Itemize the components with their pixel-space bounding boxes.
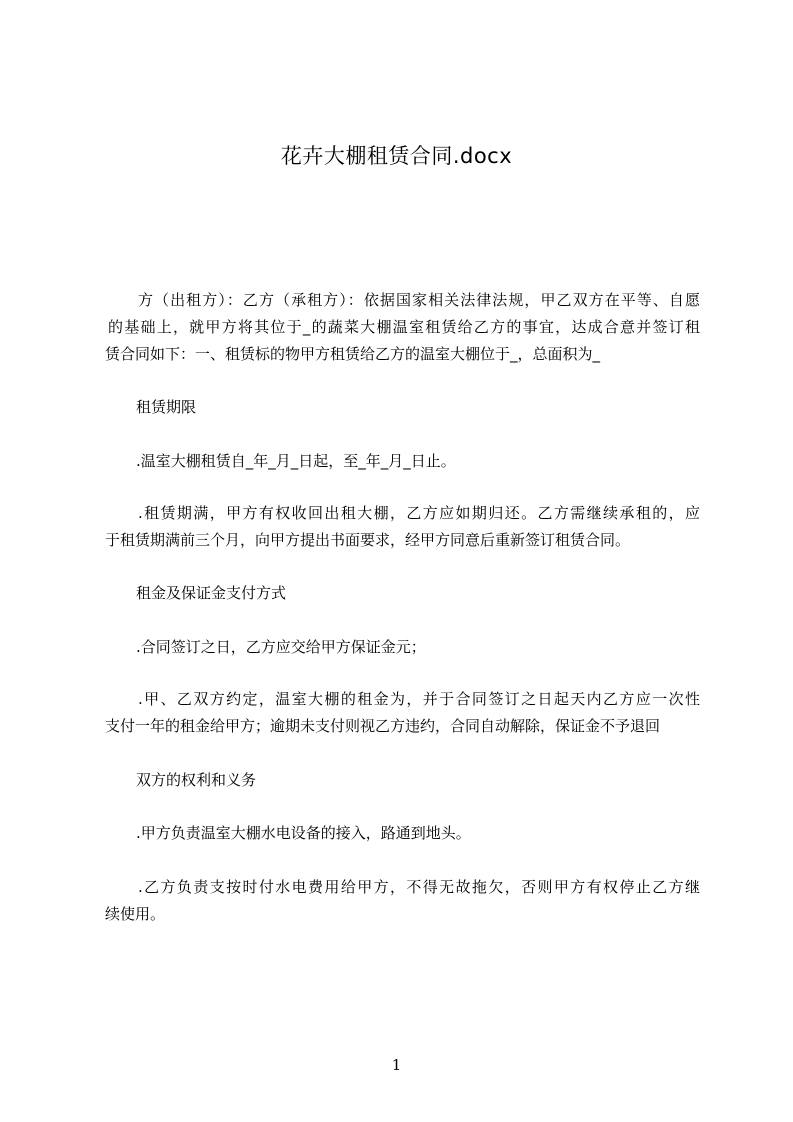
section-heading-rights-obligations	[105, 767, 700, 794]
paragraph-line: .温室大棚租赁自_年_月_日起，至_年_月_日止。	[136, 452, 456, 470]
intro-paragraph	[105, 287, 700, 368]
paragraph-line: .合同签订之日，乙方应交给甲方保证金元；	[136, 638, 426, 656]
section-heading-text: 租金及保证金支付方式	[136, 584, 287, 602]
paragraph-line: 于租赁期满前三个月，向甲方提出书面要求，经甲方同意后重新签订租赁合同。	[105, 531, 631, 549]
paragraph-line: 续使用。	[105, 905, 166, 923]
paragraph-line: .乙方负责支按时付水电费用给甲方，不得无故拖欠，否则甲方有权停止乙方继	[138, 878, 700, 896]
section-heading-text: 双方的权利和义务	[136, 771, 257, 789]
clause-paragraph	[105, 686, 700, 740]
paragraph-line: 赁合同如下：一、租赁标的物甲方租赁给乙方的温室大棚位于_，总面积为_	[105, 345, 601, 363]
paragraph-line: 的基础上，就甲方将其位于_的蔬菜大棚温室租赁给乙方的事宜，达成合意并签订租	[108, 318, 700, 336]
clause-paragraph	[105, 500, 700, 554]
clause-paragraph	[105, 874, 700, 928]
paragraph-line: 方（出租方）：乙方（承租方）：依据国家相关法律法规，甲乙双方在平等、自愿	[138, 291, 700, 309]
page-number: 1	[391, 1056, 402, 1074]
section-heading-lease-term	[105, 394, 700, 421]
clause-paragraph	[105, 634, 700, 661]
paragraph-line: .租赁期满，甲方有权收回出租大棚，乙方应如期归还。乙方需继续承租的，应	[138, 504, 700, 522]
paragraph-line: .甲方负责温室大棚水电设备的接入，路通到地头。	[136, 824, 471, 842]
section-heading-rent-deposit	[105, 580, 700, 607]
clause-paragraph	[105, 820, 700, 847]
paragraph-line: 支付一年的租金给甲方；逾期未支付则视乙方违约，合同自动解除，保证金不予退回	[105, 717, 661, 735]
section-heading-text: 租赁期限	[136, 398, 197, 416]
clause-paragraph	[105, 448, 700, 475]
paragraph-line: .甲、乙双方约定，温室大棚的租金为，并于合同签订之日起天内乙方应一次性	[138, 690, 700, 708]
document-title: 花卉大棚租赁合同.docx	[280, 144, 513, 168]
